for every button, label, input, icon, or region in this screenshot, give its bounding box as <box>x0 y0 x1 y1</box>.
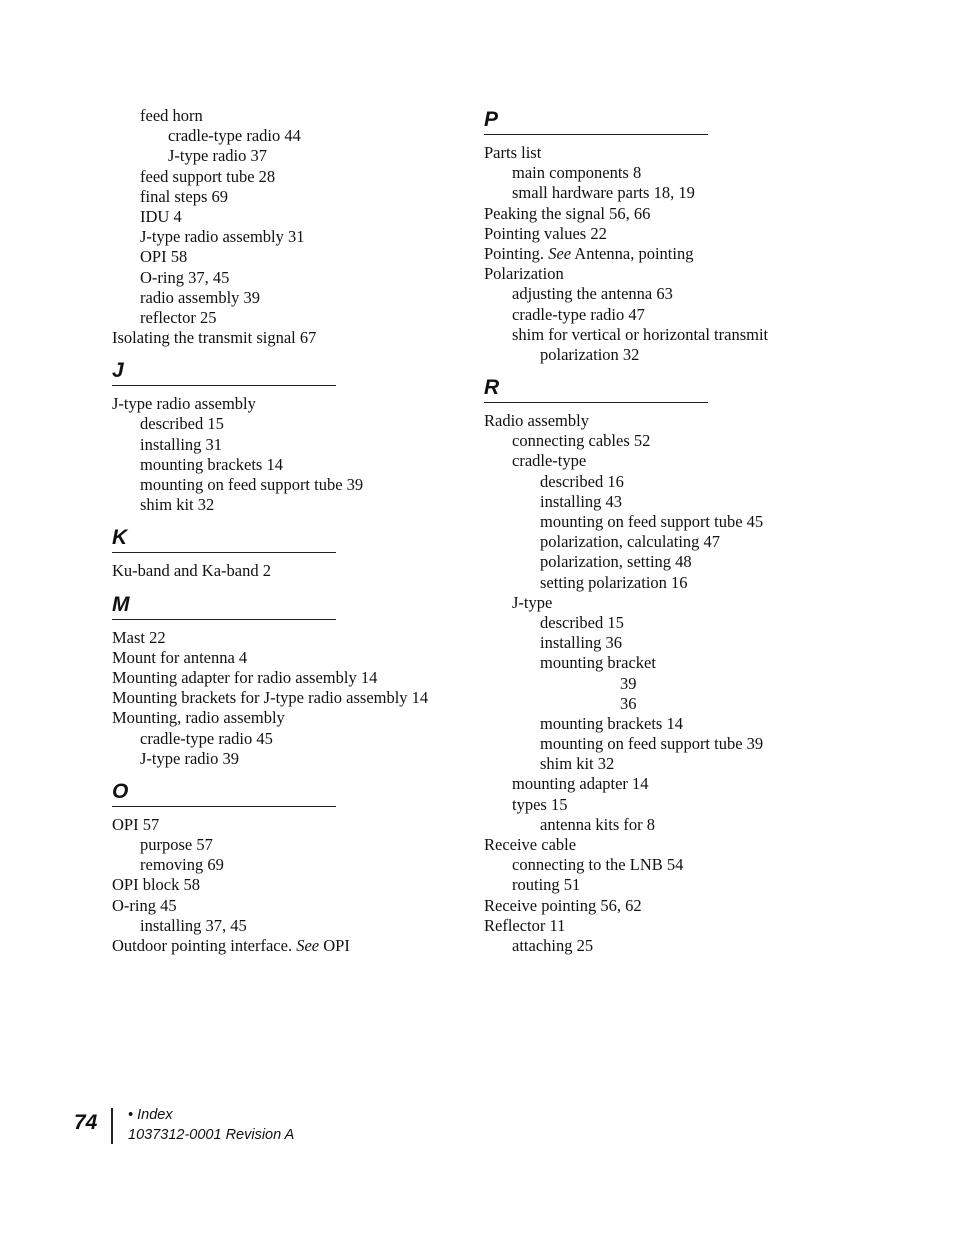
index-entry: polarization 32 <box>540 344 640 364</box>
index-entry: mounting bracket <box>540 653 656 673</box>
index-entry-outdoor-pointing <box>112 936 462 956</box>
index-entry: mounting on feed support tube 45 <box>540 512 764 531</box>
index-entry: OPI 58 <box>140 247 188 267</box>
index-entry: mounting adapter 14 <box>512 774 649 794</box>
index-entry: setting polarization 16 <box>540 572 688 592</box>
index-entry: OPI block 58 <box>112 875 200 895</box>
see-target: Antenna, pointing <box>571 243 694 263</box>
index-entry: removing 69 <box>140 855 224 875</box>
index-block-r <box>484 411 904 956</box>
index-entry: mounting brackets 14 <box>140 454 283 474</box>
index-entry: polarization, calculating 47 <box>540 532 721 552</box>
index-entry: types 15 <box>512 794 568 814</box>
index-entry: described 16 <box>540 471 624 491</box>
index-entry: shim kit 32 <box>140 495 215 515</box>
index-block-m <box>112 628 462 769</box>
index-entry: O-ring 45 <box>112 895 177 915</box>
index-entry: Mast 22 <box>112 627 166 647</box>
index-entry: polarization, setting 48 <box>540 552 692 572</box>
index-entry: Pointing values 22 <box>484 223 607 243</box>
footer-section: • Index <box>128 1107 173 1123</box>
index-entry: cradle-type radio 47 <box>512 304 645 324</box>
index-entry: adjusting the antenna 63 <box>512 284 673 304</box>
index-entry: shim for vertical or horizontal transmit <box>512 324 769 344</box>
index-entry: Receive pointing 56, 62 <box>484 895 642 915</box>
index-entry: routing 51 <box>512 875 581 895</box>
letter-heading-m: M <box>112 591 336 620</box>
index-entry: antenna kits for 8 <box>540 814 656 834</box>
index-entry: attaching 25 <box>512 935 594 955</box>
index-entry: Mounting, radio assembly <box>112 708 285 728</box>
index-entry: J-type <box>512 592 553 612</box>
index-entry: J-type radio assembly <box>112 394 256 414</box>
index-entry: Isolating the transmit signal 67 <box>112 328 317 348</box>
index-entry: described 15 <box>540 612 624 632</box>
index-entry: cradle-type <box>512 451 587 471</box>
index-entry: IDU 4 <box>140 206 182 226</box>
page-number: 74 <box>74 1111 98 1134</box>
index-entry: connecting to the LNB 54 <box>512 855 684 875</box>
see-reference: See <box>548 243 572 263</box>
index-entry: J-type radio 37 <box>168 146 267 166</box>
entry-text: Pointing. <box>484 243 549 263</box>
index-entry: J-type radio assembly 31 <box>140 227 305 247</box>
index-entry: feed support tube 28 <box>140 166 276 186</box>
index-block-j <box>112 394 462 515</box>
index-entry: O-ring 37, 45 <box>140 267 230 287</box>
letter-heading-j: J <box>112 357 336 386</box>
footer-divider <box>111 1108 113 1144</box>
index-entry: shim kit 32 <box>540 754 615 774</box>
index-block-p-2 <box>484 264 904 365</box>
index-entry: Ku-band and Ka-band 2 <box>112 561 271 581</box>
index-entry: 36 <box>620 693 637 713</box>
index-entry: OPI 57 <box>112 814 160 834</box>
index-entry: main components 8 <box>512 163 642 183</box>
index-entry: reflector 25 <box>140 307 217 327</box>
index-entry: mounting on feed support tube 39 <box>140 475 364 494</box>
see-reference: See <box>296 936 320 955</box>
index-entry: described 15 <box>140 414 224 434</box>
index-block-k <box>112 561 462 581</box>
index-entry: 39 <box>620 673 637 693</box>
letter-heading-r: R <box>484 374 708 403</box>
index-entry: Polarization <box>484 264 564 284</box>
index-block-o <box>112 815 462 936</box>
index-column-right <box>484 106 904 956</box>
index-entry: Peaking the signal 56, 66 <box>484 203 651 223</box>
index-entry: feed horn <box>140 106 203 125</box>
page-footer <box>0 1105 954 1155</box>
index-entry-pointing-see <box>484 244 904 264</box>
index-entry: Parts list <box>484 143 542 162</box>
index-entry: Mount for antenna 4 <box>112 647 248 667</box>
index-entry: mounting on feed support tube 39 <box>540 734 764 754</box>
index-entry: installing 31 <box>140 434 223 454</box>
index-entry: Radio assembly <box>484 411 589 431</box>
see-target: OPI <box>319 936 350 955</box>
footer-text <box>128 1106 294 1145</box>
index-entry: Mounting adapter for radio assembly 14 <box>112 667 378 687</box>
index-entry: radio assembly 39 <box>140 287 261 307</box>
index-column-left <box>112 106 462 956</box>
letter-heading-o: O <box>112 778 336 807</box>
index-entry: Reflector 11 <box>484 915 566 935</box>
index-block-p-1 <box>484 143 904 244</box>
footer-doc-id: 1037312-0001 Revision A <box>128 1126 295 1143</box>
index-entry: Mounting brackets for J-type radio assembly 14 <box>112 688 429 708</box>
index-entry: connecting cables 52 <box>512 431 651 451</box>
index-entry: purpose 57 <box>140 835 213 855</box>
index-entry: cradle-type radio 44 <box>168 126 301 146</box>
entry-text: Outdoor pointing interface. <box>112 936 297 955</box>
index-entry: cradle-type radio 45 <box>140 728 273 748</box>
index-block-f-continued <box>112 106 462 348</box>
index-entry: installing 43 <box>540 491 623 511</box>
index-entry: mounting brackets 14 <box>540 713 683 733</box>
letter-heading-k: K <box>112 524 336 553</box>
letter-heading-p: P <box>484 106 708 135</box>
index-entry: installing 36 <box>540 633 623 653</box>
index-entry: J-type radio 39 <box>140 748 239 768</box>
index-entry: small hardware parts 18, 19 <box>512 183 695 203</box>
index-entry: installing 37, 45 <box>140 915 247 935</box>
index-entry: Receive cable <box>484 835 577 854</box>
index-entry: final steps 69 <box>140 186 228 206</box>
